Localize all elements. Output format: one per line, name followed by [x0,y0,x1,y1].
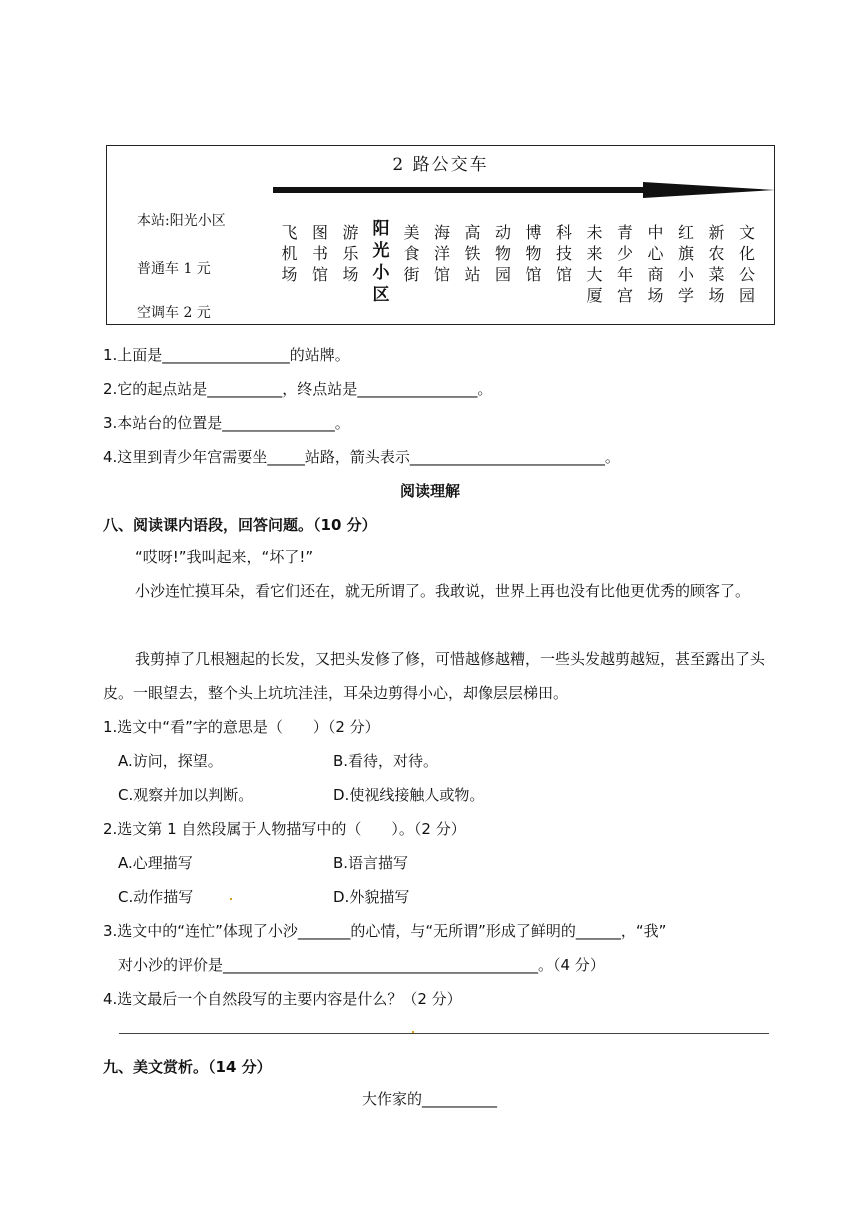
question-7-2: 2.它的起点站是__________，终点站是________________。 [103,380,493,398]
q2-option-b: B.语言描写 [333,854,409,872]
station: 博 物 馆 [525,223,542,284]
q1-option-b: B.看待，对待。 [333,752,439,770]
article-title: 大作家的__________ [362,1090,498,1108]
station: 美 食 街 [403,223,420,284]
station: 新 农 菜 场 [708,223,725,305]
question-7-1: 1.上面是_________________的站牌。 [103,346,350,364]
question-8-4: 4.选文最后一个自然段写的主要内容是什么？（2 分） [103,990,462,1008]
ac-fare-label: 空调车 2 元 [137,305,211,321]
stray-mark [412,1031,414,1033]
station: 高 铁 站 [464,223,481,284]
station: 青 少 年 宫 [616,223,633,305]
question-8-3-line-2: 对小沙的评价是__________________________________________。（4 分） [118,956,605,974]
section-9-heading: 九、美文赏析。（14 分） [103,1058,272,1076]
section-8-heading: 八、阅读课内语段，回答问题。（10 分） [103,516,377,534]
q2-option-a: A.心理描写 [118,854,193,872]
stray-mark [230,898,232,900]
question-8-2: 2.选文第 1 自然段属于人物描写中的（ ）。（2 分） [103,820,466,838]
q2-option-d: D.外貌描写 [333,888,410,906]
station: 飞 机 场 [281,223,298,284]
question-8-1: 1.选文中“看”字的意思是（ ）（2 分） [103,718,380,736]
direction-arrow-icon [273,180,775,200]
question-8-3-line-1: 3.选文中的“连忙”体现了小沙_______的心情，与“无所谓”形成了鲜明的______，“我” [103,922,667,940]
passage-paragraph-1: “哎呀!”我叫起来，“坏了!” [135,548,314,566]
question-7-3: 3.本站台的位置是_______________。 [103,414,350,432]
current-stop-label: 本站:阳光小区 [137,213,226,229]
station-current: 阳 光 小 区 [372,219,390,305]
bus-stop-sign [106,145,775,325]
q1-option-a: A.访问，探望。 [118,752,223,770]
station: 红 旗 小 学 [677,223,694,305]
station: 海 洋 馆 [433,223,450,284]
station: 科 技 馆 [555,223,572,284]
answer-line [119,1033,769,1034]
regular-fare-label: 普通车 1 元 [137,261,211,277]
station: 文 化 公 园 [738,223,755,305]
station-list [279,219,758,306]
q1-option-d: D.使视线接触人或物。 [333,786,485,804]
passage-paragraph-2: 小沙连忙摸耳朵，看它们还在，就无所谓了。我敢说，世界上再也没有比他更优秀的顾客了。 [135,582,751,600]
station: 动 物 园 [494,223,511,284]
station: 游 乐 场 [342,223,359,284]
station: 未 来 大 厦 [586,223,603,305]
question-7-4: 4.这里到青少年宫需要坐_____站路，箭头表示__________________________。 [103,448,620,466]
reading-section-title: 阅读理解 [399,482,460,500]
passage-paragraph-3: 我剪掉了几根翘起的长发，又把头发修了修，可惜越修越糟，一些头发越剪越短，甚至露出了头皮。一眼望去，整个头上坑坑洼洼，耳朵边剪得小心，却像层层梯田。 [103,650,766,702]
q1-option-c: C.观察并加以判断。 [118,786,254,804]
q2-option-c: C.动作描写 [118,888,194,906]
bus-route-title: 2 路公交车 [392,155,489,175]
station: 图 书 馆 [311,223,328,284]
station: 中 心 商 场 [647,223,664,305]
